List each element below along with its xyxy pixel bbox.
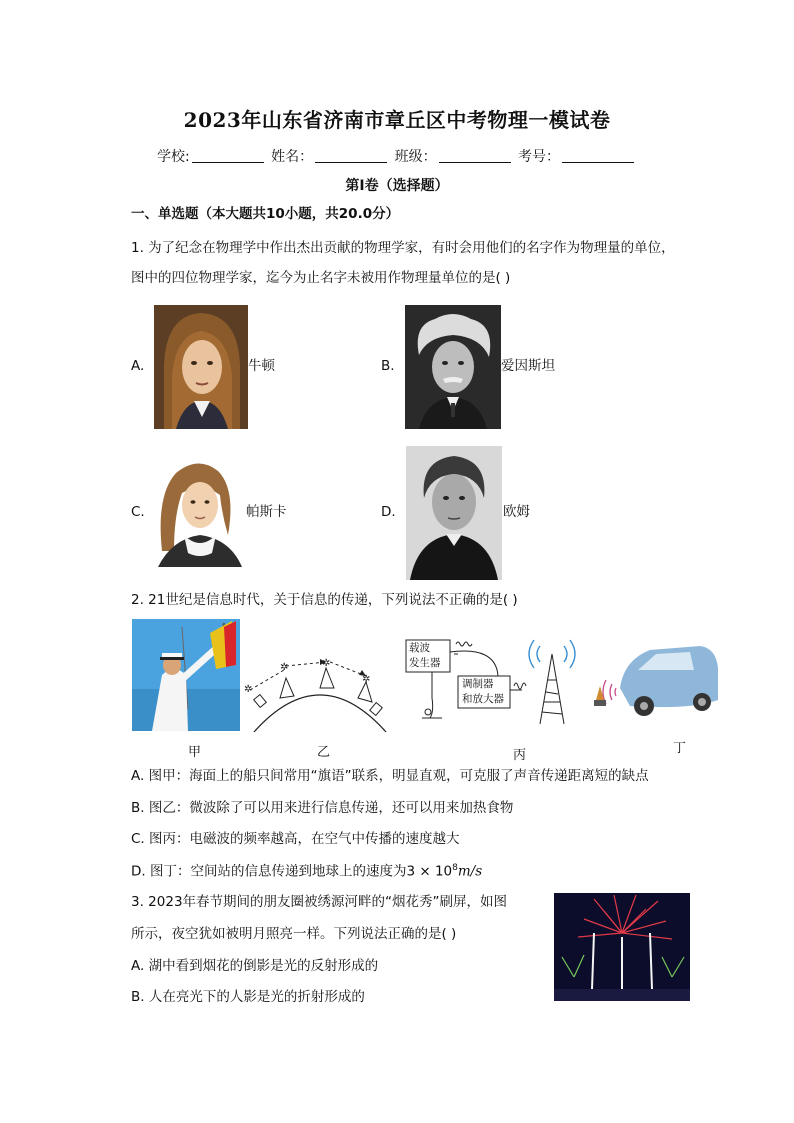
device-label-modulator: 调制器 [462,678,494,690]
svg-text:✲: ✲ [244,684,253,695]
name-label: 姓名： [271,149,314,165]
q1-option-c-name: 帕斯卡 [246,504,287,520]
pascal-portrait [152,455,246,567]
number-blank [562,162,634,163]
svg-text:✲: ✲ [322,658,331,669]
figure-label-ding: 丁 [673,741,687,756]
q1-stem-line1: 1. 为了纪念在物理学中作出杰出贡献的物理学家，有时会用他们的名字作为物理量的单位， [131,240,675,256]
q2-option-b: B. 图乙：微波除了可以用来进行信息传递，还可以用来加热食物 [131,800,514,816]
device-label-amplifier: 和放大器 [462,693,504,705]
q3-stem-line2: 所示，夜空犹如被明月照亮一样。下列说法正确的是( ) [131,926,457,942]
svg-text:✲: ✲ [280,662,289,673]
exam-title: 2023年山东省济南市章丘区中考物理一模试卷 [183,108,611,132]
device-label-generator: 发生器 [409,657,441,669]
volume-heading: 第I卷（选择题） [345,178,449,194]
q2-option-d-text: D. 图丁：空间站的信息传递到地球上的速度为3 × 10 [131,863,453,880]
figure-yi-microwave-relay [240,648,400,732]
q1-option-c-letter: C. [131,504,145,520]
q3-option-a: A. 湖中看到烟花的倒影是光的反射形成的 [131,958,379,974]
q1-option-d-name: 欧姆 [503,504,530,520]
newton-portrait [154,305,248,429]
ohm-portrait [406,446,502,580]
figure-ding-parking-sensor [590,640,720,726]
q1-option-b-letter: B. [381,358,395,374]
q2-option-a: A. 图甲：海面上的船只间常用“旗语”联系，明显直观，可克服了声音传递距离短的缺点 [131,768,649,784]
q2-option-d-exponent: 8 [452,863,458,873]
figure-label-yi: 乙 [317,745,331,760]
student-info-line [0,146,794,166]
device-label-carrier: 载波 [409,642,430,654]
q1-option-b-name: 爱因斯坦 [501,358,555,374]
q3-stem-line1: 3. 2023年春节期间的朋友圈被绣源河畔的“烟花秀”刷屏，如图 [131,894,508,910]
q1-option-a-letter: A. [131,358,145,374]
figure-label-jia: 甲 [188,745,202,760]
q2-option-c: C. 图丙：电磁波的频率越高，在空气中传播的速度越大 [131,831,460,847]
einstein-portrait [405,305,501,429]
number-label: 考号： [518,149,561,165]
q3-option-b: B. 人在亮光下的人影是光的折射形成的 [131,989,365,1005]
q2-option-d [131,864,482,879]
figure-jia-flag-signal [132,619,240,731]
q2-option-d-unit: m/s [457,863,483,880]
q2-stem: 2. 21世纪是信息时代，关于信息的传递，下列说法不正确的是( ) [131,592,518,608]
fireworks-photo [554,893,690,1001]
class-blank [439,162,511,163]
class-label: 班级： [394,149,437,165]
figure-label-bing: 丙 [513,748,527,763]
q1-option-d-letter: D. [381,504,396,520]
section-heading: 一、单选题（本大题共10小题，共20.0分） [131,206,400,222]
q1-stem-line2: 图中的四位物理学家，迄今为止名字未被用作物理量单位的是( ) [131,270,511,286]
svg-text:✲: ✲ [362,674,371,685]
school-blank [192,162,264,163]
school-label: 学校: [156,149,190,165]
name-blank [315,162,387,163]
q1-option-a-name: 牛顿 [248,358,275,374]
